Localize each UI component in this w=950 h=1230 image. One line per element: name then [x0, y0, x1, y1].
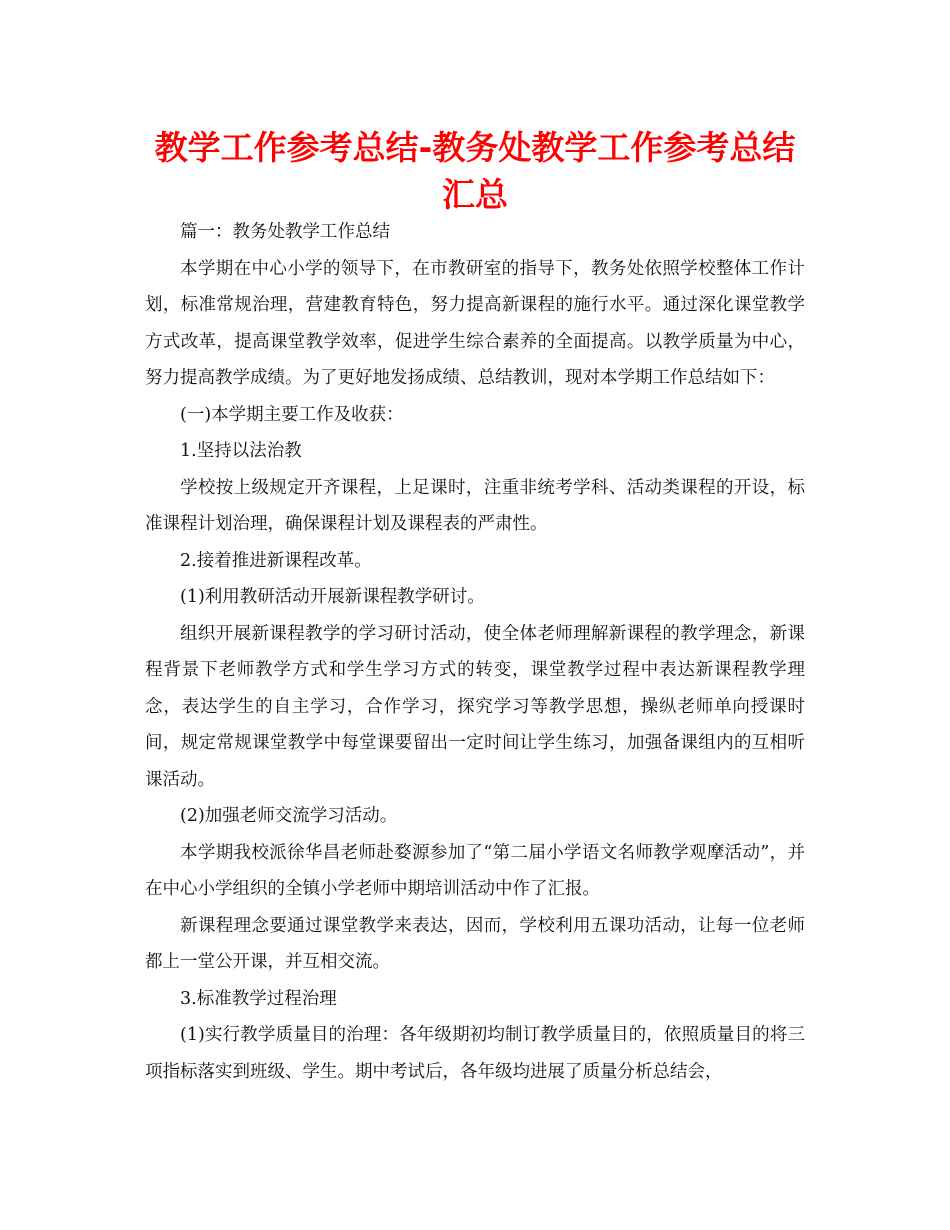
paragraph: (1)利用教研活动开展新课程教学研讨。 [180, 587, 485, 607]
paragraph: (2)加强老师交流学习活动。 [180, 806, 398, 826]
paragraph: (1)实行教学质量目的治理：各年级期初均制订教学质量目的，依照质量目的将三项指标落实到班级、学生。期中考试后，各年级均进展了质量分析总结会， [145, 1025, 805, 1082]
paragraph: (一)本学期主要工作及收获： [180, 404, 404, 425]
paragraph: 2.接着推进新课程改革。 [180, 550, 372, 571]
paragraph: 组织开展新课程教学的学习研讨活动，使全体老师理解新课程的教学理念，新课程背景下老师教学方式和学生学习方式的转变，课堂教学过程中表达新课程教学理念，表达学生的自主学习，合作学习，探究学习等教学思想，操纵老师单向授课时间，规定常规课堂教学中每堂课要留出一定时间让学生练习，加强备课组内的互相听课活动。 [145, 623, 805, 790]
paragraph: 1.坚持以法治教 [180, 441, 302, 461]
paragraph: 新课程理念要通过课堂教学来表达，因而，学校利用五课功活动，让每一位老师都上一堂公开课，并互相交流。 [145, 915, 805, 972]
document-title: 教学工作参考总结-教务处教学工作参考总结汇总 [154, 128, 796, 214]
paragraph: 学校按上级规定开齐课程，上足课时，注重非统考学科、活动类课程的开设，标准课程计划治理，确保课程计划及课程表的严肃性。 [145, 477, 805, 534]
paragraph: 本学期在中心小学的领导下，在市教研室的指导下，教务处依照学校整体工作计划，标准常规治理，营建教育特色，努力提高新课程的施行水平。通过深化课堂教学方式改革，提高课堂教学效率，促进学生综合素养的全面提高。以教学质量为中心，努力提高教学成绩。为了更好地发扬成绩、总结教训，现对本学期工作总结如下： [145, 258, 805, 388]
paragraph: 篇一：教务处教学工作总结 [180, 222, 390, 242]
document-body [145, 214, 805, 1090]
paragraph: 本学期我校派徐华昌老师赴婺源参加了“第二届小学语文名师教学观摩活动”，并在中心小学组织的全镇小学老师中期培训活动中作了汇报。 [145, 842, 805, 899]
paragraph: 3.标准教学过程治理 [180, 988, 337, 1009]
